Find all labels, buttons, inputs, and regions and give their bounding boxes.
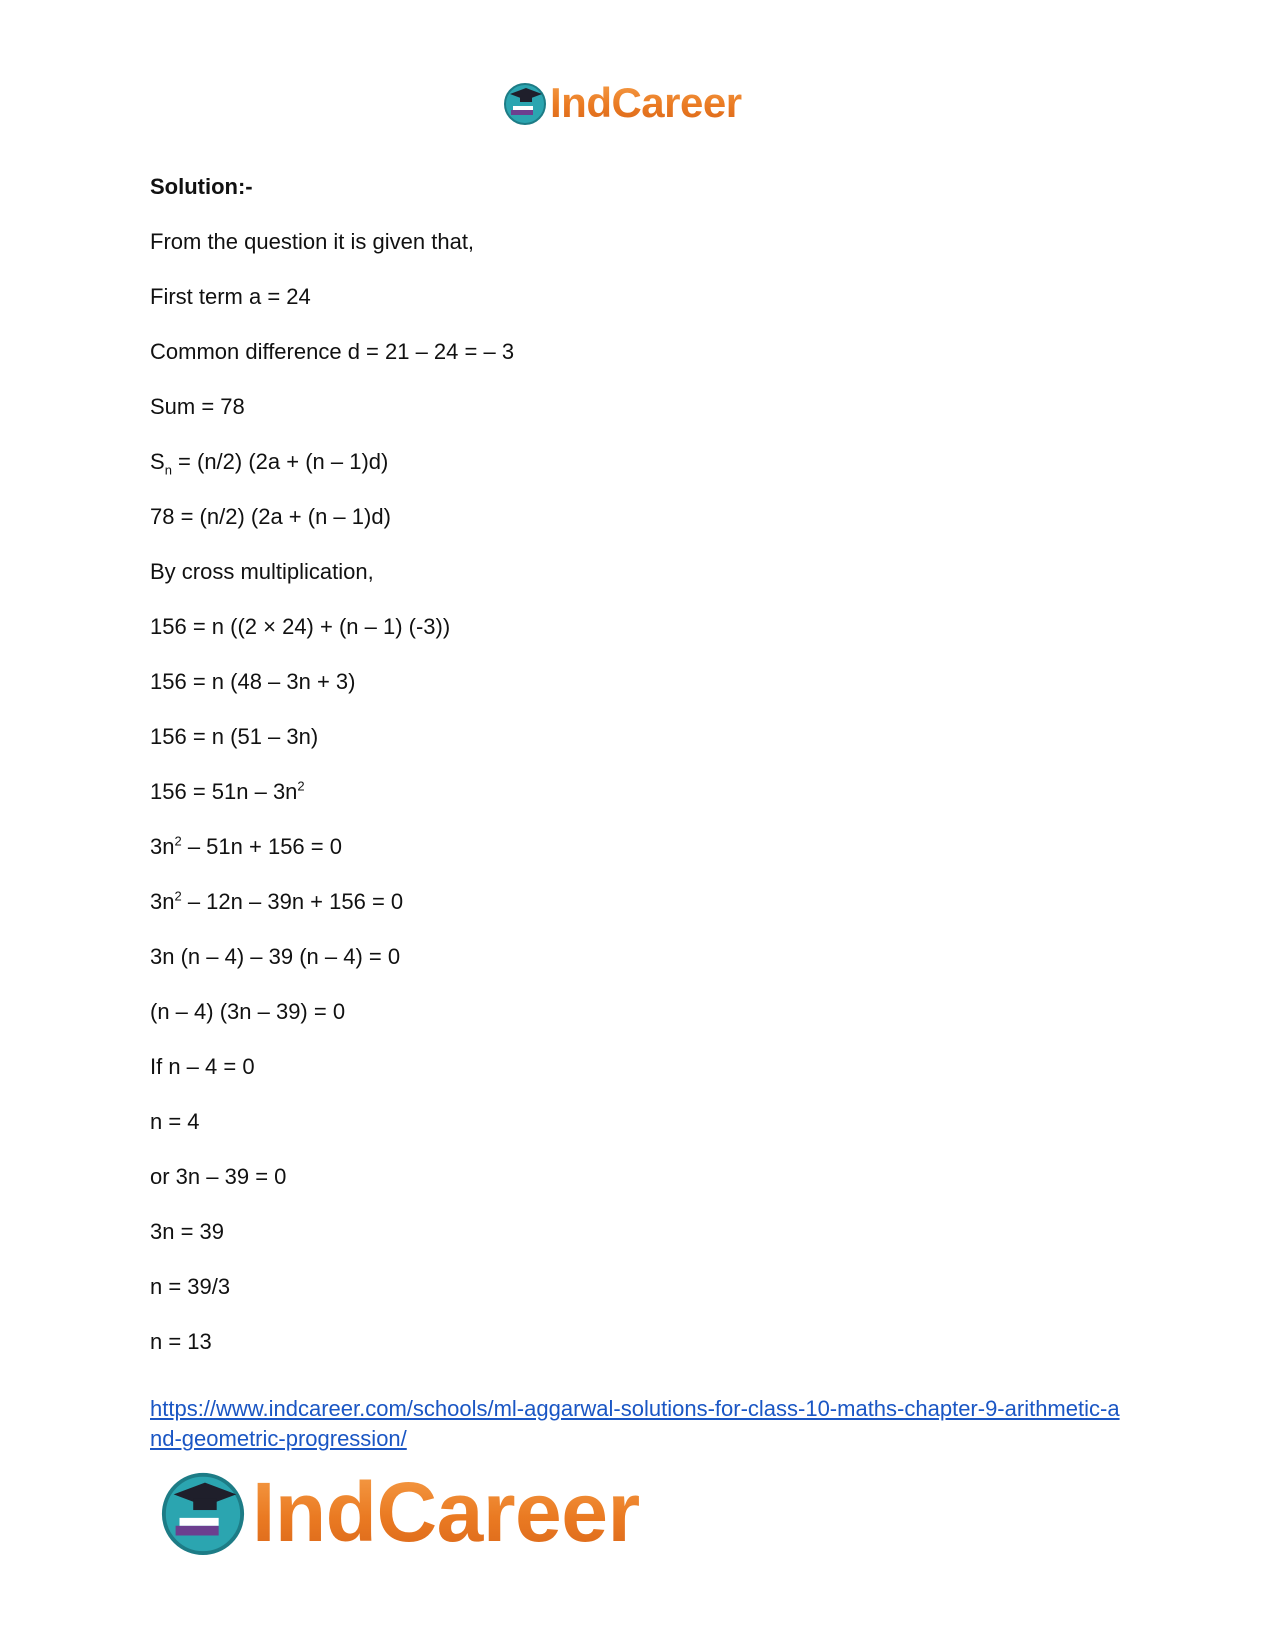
solution-line: Sum = 78 <box>150 394 245 419</box>
footer-logo-text: IndCareer <box>252 1464 640 1559</box>
solution-line: n = 39/3 <box>150 1274 231 1299</box>
solution-content <box>150 174 1130 1384</box>
solution-line: From the question it is given that, <box>150 229 475 254</box>
superscript: 2 <box>297 778 305 794</box>
solution-heading: Solution:- <box>150 174 253 199</box>
solution-lines <box>150 229 1130 1355</box>
solution-line <box>150 889 1130 915</box>
line-text: = (n/2) (2a + (n – 1)d) <box>171 449 389 474</box>
solution-line <box>150 834 1130 860</box>
solution-line: First term a = 24 <box>150 284 311 309</box>
source-link[interactable]: https://www.indcareer.com/schools/ml-aggarwal-solutions-for-class-10-maths-chapter-9-arithmetic-and-geometric-progression/ <box>150 1396 1120 1451</box>
solution-line: 156 = n (51 – 3n) <box>150 724 319 749</box>
graduation-globe-icon <box>502 80 548 126</box>
solution-line: 156 = n (48 – 3n + 3) <box>150 669 356 694</box>
line-text: 156 = 51n – 3n <box>150 779 298 804</box>
solution-line: n = 4 <box>150 1109 200 1134</box>
header-logo-text: IndCareer <box>550 79 742 126</box>
solution-line: Common difference d = 21 – 24 = – 3 <box>150 339 515 364</box>
solution-line: By cross multiplication, <box>150 559 374 584</box>
solution-line <box>150 779 1130 805</box>
header-logo <box>502 80 742 126</box>
solution-line: 3n (n – 4) – 39 (n – 4) = 0 <box>150 944 401 969</box>
line-text: S <box>150 449 165 474</box>
superscript: 2 <box>174 888 182 904</box>
solution-line: 3n = 39 <box>150 1219 225 1244</box>
solution-line: 156 = n ((2 × 24) + (n – 1) (-3)) <box>150 614 451 639</box>
line-text: – 51n + 156 = 0 <box>181 834 342 859</box>
line-text: – 12n – 39n + 156 = 0 <box>181 889 404 914</box>
line-text: 3n <box>150 834 175 859</box>
line-text: 3n <box>150 889 175 914</box>
solution-line: n = 13 <box>150 1329 212 1354</box>
subscript: n <box>164 462 172 478</box>
solution-line: (n – 4) (3n – 39) = 0 <box>150 999 346 1024</box>
graduation-globe-icon <box>158 1467 248 1557</box>
solution-line <box>150 449 1130 478</box>
solution-line: If n – 4 = 0 <box>150 1054 255 1079</box>
solution-line: or 3n – 39 = 0 <box>150 1164 287 1189</box>
footer-logo <box>158 1464 640 1559</box>
solution-line: 78 = (n/2) (2a + (n – 1)d) <box>150 504 391 529</box>
superscript: 2 <box>174 833 182 849</box>
